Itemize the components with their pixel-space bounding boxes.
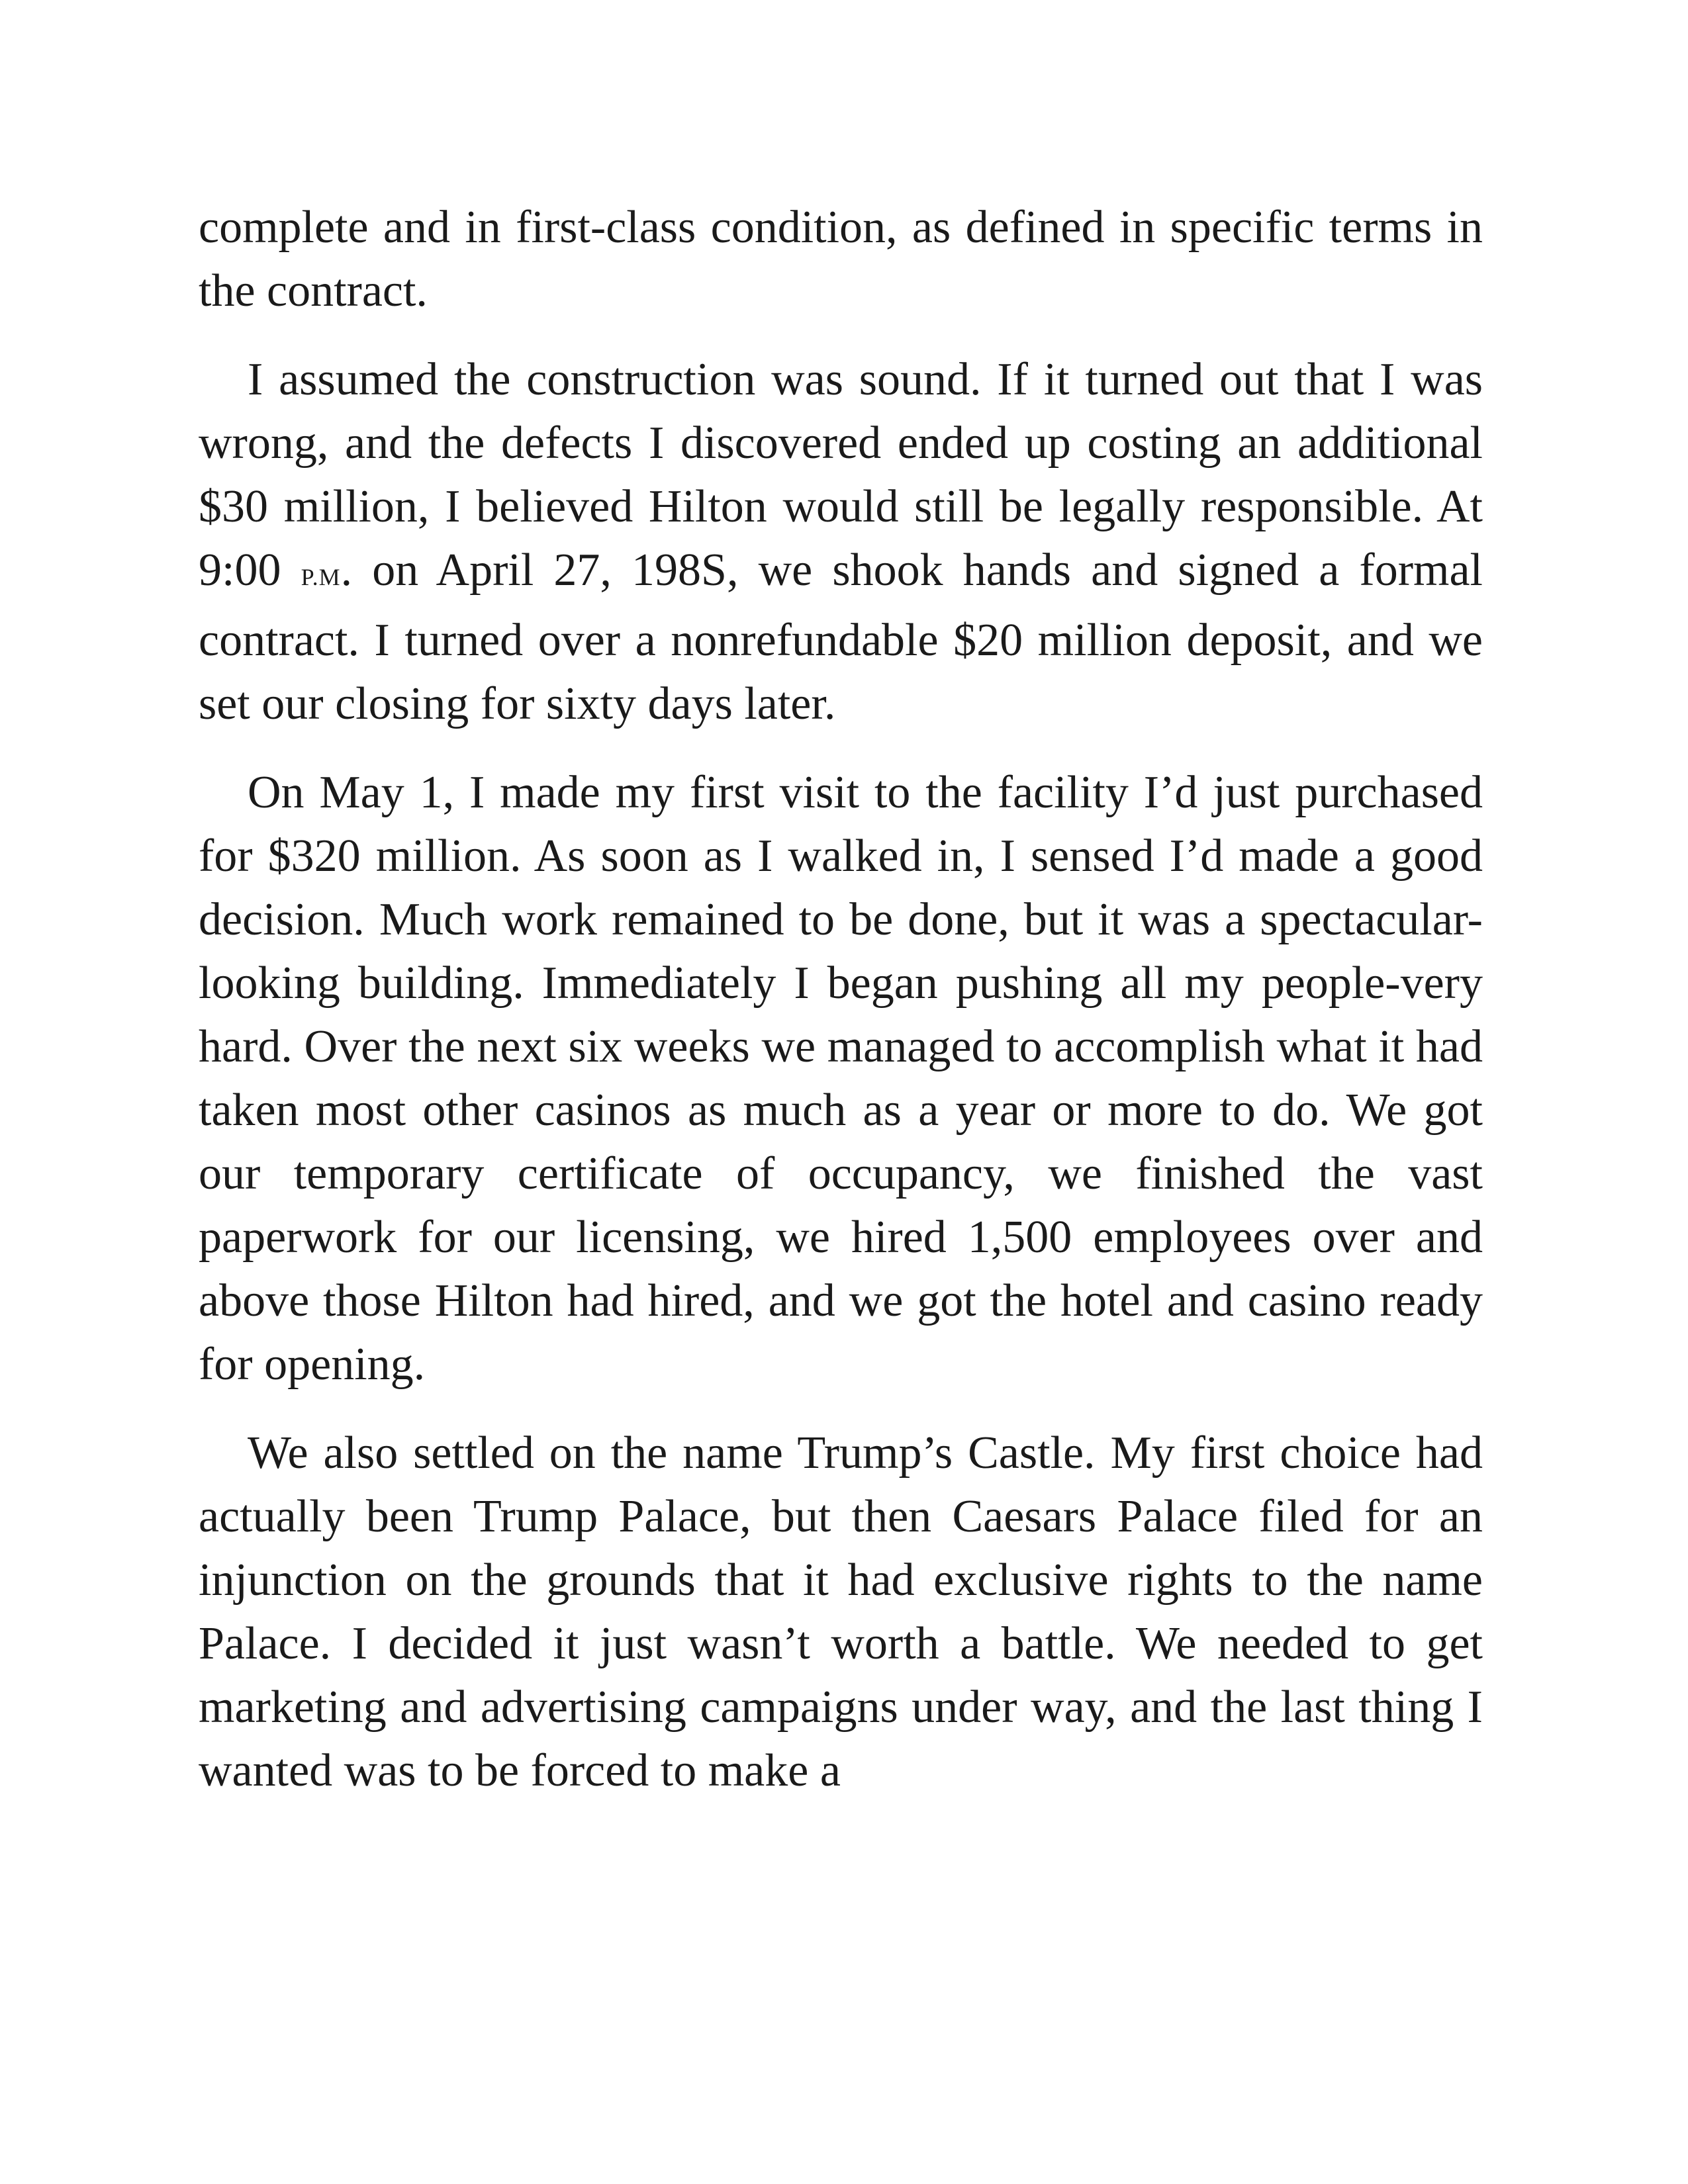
paragraph-construction-contract: [199, 348, 1483, 736]
document-page: [199, 196, 1483, 1828]
paragraph-name-choice: We also settled on the name Trump’s Castle. My first choice had actually been Trump Palace, but then Caesars Palace filed for an injunction on the grounds that it had exclusive rights to the name Palace. I decided it just wasn’t worth a battle. We needed to get marketing and advertising campaigns under way, and the last thing I wanted was to be forced to make a: [199, 1428, 1483, 1796]
paragraph-continuation: complete and in first-class condition, as defined in specific terms in the contract.: [199, 202, 1483, 316]
paragraph-text-after-time: . on April 27, 198S, we shook hands and signed a formal contract. I turned over a nonrefundable $20 million deposit, and we set our closing for sixty days later.: [199, 545, 1483, 729]
time-pm-smallcaps: P.M: [301, 564, 341, 590]
paragraph-first-visit: On May 1, I made my first visit to the facility I’d just purchased for $320 million. As soon as I walked in, I sensed I’d made a good decision. Much work remained to be done, but it was a spectacular-looking building. Immediately I began pushing all my people-very hard. Over the next six weeks we managed to accomplish what it had taken most other casinos as much as a year or more to do. We got our temporary certificate of occupancy, we finished the vast paperwork for our licensing, we hired 1,500 employees over and above those Hilton had hired, and we got the hotel and casino ready for opening.: [199, 767, 1483, 1390]
paragraph-text-before-time: I assumed the construction was sound. If it turned out that I was wrong, and the defects I discovered ended up costing an additional $30 million, I believed Hilton would still be legally responsible. At 9:00: [199, 354, 1483, 596]
